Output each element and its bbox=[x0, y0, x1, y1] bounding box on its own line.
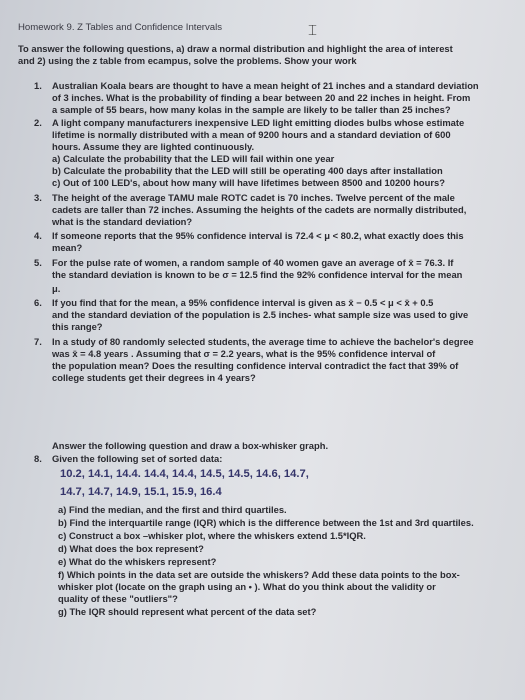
q8-part-f-cont: whisker plot (locate on the graph using an • ). What do you think about the validity or bbox=[58, 581, 436, 592]
q2-line: b) Calculate the probability that the LED will still be operating 400 days after installation bbox=[52, 165, 443, 176]
instructions-line-2: and 2) using the z table from ecampus, solve the problems. Show your work bbox=[18, 55, 357, 66]
q7-line: In a study of 80 randomly selected students, the average time to achieve the bachelor's degree bbox=[52, 336, 474, 347]
q6-line: and the standard deviation of the population is 2.5 inches- what sample size was used to give bbox=[52, 309, 469, 320]
q6-line: this range? bbox=[52, 321, 103, 332]
q2-line: lifetime is normally distributed with a mean of 9200 hours and a standard deviation of 600 bbox=[52, 129, 451, 140]
q5-number: 5. bbox=[34, 257, 42, 268]
q6-line: If you find that for the mean, a 95% confidence interval is given as x̄ − 0.5 < μ < x̄ + 0.5 bbox=[52, 297, 434, 308]
q2-line: hours. Assume they are lighted continuously. bbox=[52, 141, 255, 152]
q2-line: a) Calculate the probability that the LED will fail within one year bbox=[52, 153, 335, 164]
q3-line: The height of the average TAMU male ROTC cadet is 70 inches. Twelve percent of the male bbox=[52, 192, 455, 203]
q3-number: 3. bbox=[34, 192, 42, 203]
q8-part-d: d) What does the box represent? bbox=[58, 543, 204, 554]
q8-part-g: g) The IQR should represent what percent of the data set? bbox=[58, 606, 317, 617]
q4-line: If someone reports that the 95% confidence interval is 72.4 < μ < 80.2, what exactly does this bbox=[52, 230, 464, 241]
q8-intro: Answer the following question and draw a box-whisker graph. bbox=[52, 440, 329, 451]
q8-part-a: a) Find the median, and the first and third quartiles. bbox=[58, 504, 287, 515]
q1-number: 1. bbox=[34, 80, 42, 91]
q5-line: μ. bbox=[52, 283, 61, 294]
q6-number: 6. bbox=[34, 297, 42, 308]
q8-part-f: f) Which points in the data set are outside the whiskers? Add these data points to the box- bbox=[58, 569, 460, 580]
text-cursor-icon: ⌶ bbox=[308, 21, 318, 39]
page-header: Homework 9. Z Tables and Confidence Intervals bbox=[18, 22, 223, 33]
q7-number: 7. bbox=[34, 336, 42, 347]
q2-line: A light company manufacturers inexpensive LED light emitting diodes bulbs whose estimate bbox=[52, 117, 465, 128]
q8-part-f-cont: quality of these "outliers"? bbox=[58, 593, 178, 604]
q7-line: the population mean? Does the resulting confidence interval contradict the fact that 39% of bbox=[52, 360, 459, 371]
q4-line: mean? bbox=[52, 242, 83, 253]
q8-part-c: c) Construct a box –whisker plot, where the whiskers extend 1.5*IQR. bbox=[58, 530, 366, 541]
q8-number: 8. bbox=[34, 453, 42, 464]
q1-line: of 3 inches. What is the probability of finding a bear between 20 and 22 inches in height. From bbox=[52, 92, 471, 103]
q8-part-e: e) What do the whiskers represent? bbox=[58, 556, 217, 567]
q5-line: For the pulse rate of women, a random sample of 40 women gave an average of x̄ = 76.3. If bbox=[52, 257, 454, 268]
q8-data-line: 14.7, 14.7, 14.9, 15.1, 15.9, 16.4 bbox=[60, 486, 222, 498]
q3-line: cadets are taller than 72 inches. Assuming the heights of the cadets are normally distributed, bbox=[52, 204, 467, 215]
instructions-line-1: To answer the following questions, a) draw a normal distribution and highlight the area of interest bbox=[18, 43, 453, 54]
q1-line: Australian Koala bears are thought to have a mean height of 21 inches and a standard deviation bbox=[52, 80, 479, 91]
q3-line: what is the standard deviation? bbox=[52, 216, 193, 227]
q1-line: a sample of 55 bears, how many kolas in the sample are likely to be taller than 25 inches? bbox=[52, 104, 451, 115]
q8-part-b: b) Find the interquartile range (IQR) which is the difference between the 1st and 3rd quartiles. bbox=[58, 517, 474, 528]
q2-number: 2. bbox=[34, 117, 42, 128]
q8-data-line: 10.2, 14.1, 14.4. 14.4, 14.4, 14.5, 14.5, 14.6, 14.7, bbox=[60, 468, 309, 480]
q4-number: 4. bbox=[34, 230, 42, 241]
q5-line: the standard deviation is known to be σ = 12.5 find the 92% confidence interval for the mean bbox=[52, 269, 463, 280]
q8-title: Given the following set of sorted data: bbox=[52, 453, 223, 464]
q7-line: was x̄ = 4.8 years . Assuming that σ = 2.2 years, what is the 95% confidence interval of bbox=[52, 348, 436, 359]
q2-line: c) Out of 100 LED's, about how many will have lifetimes between 8500 and 10200 hours? bbox=[52, 177, 445, 188]
q7-line: college students get their degrees in 4 years? bbox=[52, 372, 256, 383]
